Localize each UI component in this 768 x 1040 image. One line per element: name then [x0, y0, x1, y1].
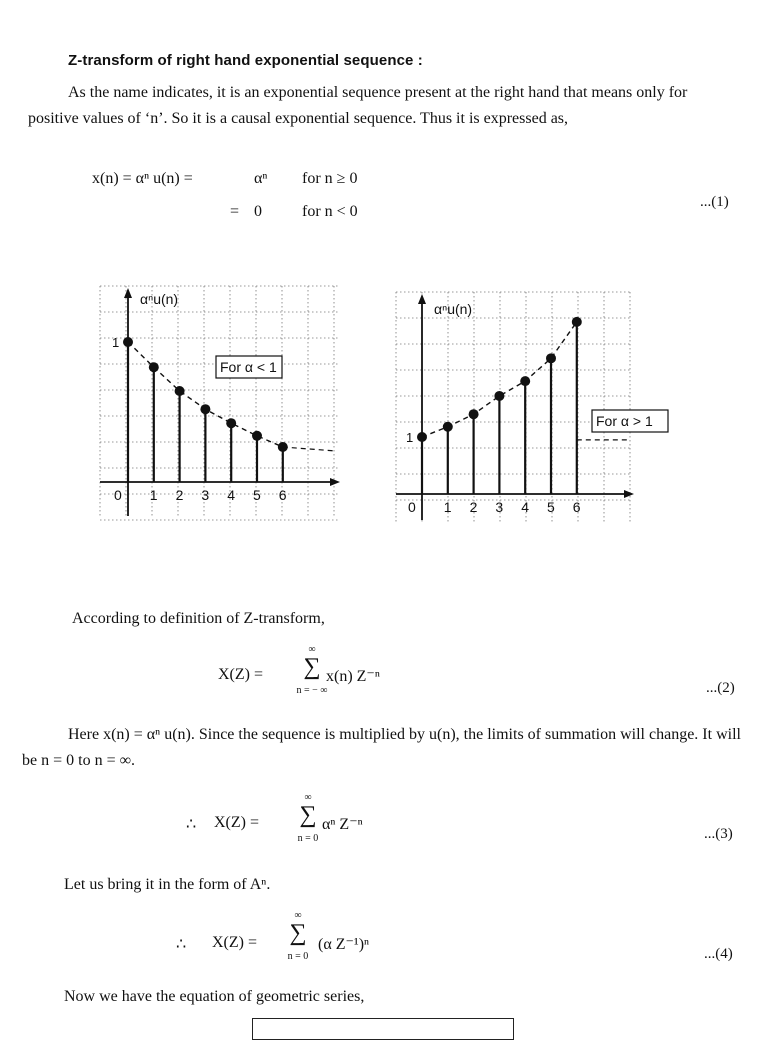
x-tick-label: 4 [521, 499, 529, 515]
x-tick-label: 6 [572, 499, 581, 515]
x-tick-label: 1 [443, 499, 452, 515]
bring-form-text: Let us bring it in the form of Aⁿ. [64, 876, 271, 893]
eq1-case2-condition: for n < 0 [302, 203, 358, 220]
eq1-number: ...(1) [700, 194, 729, 210]
stem-point [469, 409, 479, 419]
x-tick-label: 4 [227, 487, 235, 503]
tail-dashed-line [283, 447, 336, 451]
x-axis-arrow [330, 478, 340, 486]
eq1-case1-condition: for n ≥ 0 [302, 170, 358, 187]
stem-point [443, 422, 453, 432]
stem-point [226, 418, 236, 428]
stem-point [123, 337, 133, 347]
y-tick-label-one: 1 [112, 335, 120, 350]
stem-point [200, 404, 210, 414]
y-axis-label: αⁿu(n) [434, 301, 473, 317]
y-axis-arrow [418, 294, 426, 304]
eq3-sum-upper-limit: ∞ [304, 792, 312, 803]
eq2-term: x(n) Z⁻ⁿ [326, 668, 380, 685]
stem-point [278, 442, 288, 452]
stem-plot-left [96, 282, 342, 522]
y-axis-arrow [124, 288, 132, 298]
here-paragraph: Here x(n) = αⁿ u(n). Since the sequence is multiplied by u(n), the limits of summation will change. It will be n = 0 to n = ∞. [22, 726, 741, 769]
eq2-lhs: X(Z) = [218, 666, 264, 683]
geometric-series-text: Now we have the equation of geometric series, [64, 988, 365, 1005]
stem-point [494, 391, 504, 401]
eq4-summation [280, 910, 316, 962]
eq2-number: ...(2) [706, 680, 735, 696]
geometric-series-formula-box [252, 1018, 514, 1040]
x-tick-label: 3 [201, 487, 210, 503]
x-tick-label: 3 [495, 499, 504, 515]
eq3-sigma: ∑ [299, 802, 317, 828]
eq4-term: (α Z⁻¹)ⁿ [318, 936, 370, 953]
x-tick-label: 6 [278, 487, 287, 503]
eq3-term: αⁿ Z⁻ⁿ [322, 816, 363, 833]
legend-label: For α > 1 [596, 413, 653, 429]
eq4-sigma: ∑ [289, 920, 307, 946]
x-tick-label: 5 [547, 499, 555, 515]
eq3-lhs: X(Z) = [214, 814, 260, 831]
x-tick-label: 1 [149, 487, 158, 503]
legend-label: For α < 1 [220, 359, 277, 375]
eq1-case2-value: 0 [254, 203, 262, 220]
eq3-summation [290, 792, 326, 844]
eq1-eq-sign: = [230, 203, 240, 220]
stem-point [175, 386, 185, 396]
stem-point [149, 362, 159, 372]
intro-paragraph: As the name indicates, it is an exponential sequence present at the right hand that means only for positive values of ‘n’. So it is a causal exponential sequence. Thus it is expressed as, [28, 84, 688, 127]
section-heading: Z-transform of right hand exponential sequence : [68, 52, 423, 69]
figure-left [96, 282, 342, 522]
y-tick-label-one: 1 [406, 430, 414, 445]
x-axis-arrow [624, 490, 634, 498]
stem-plot-right [392, 288, 653, 526]
eq1-case1-value: αⁿ [254, 170, 268, 187]
x-tick-label: 2 [469, 499, 478, 515]
eq4-lhs: X(Z) = [212, 934, 258, 951]
x-tick-label: 2 [175, 487, 184, 503]
eq4-therefore: ∴ [176, 936, 187, 953]
eq3-therefore: ∴ [186, 816, 197, 833]
definition-text: According to definition of Z-transform, [72, 610, 325, 627]
y-axis-label: αⁿu(n) [140, 291, 179, 307]
eq3-number: ...(3) [704, 826, 733, 842]
eq2-sigma: ∑ [303, 654, 321, 680]
x-tick-label: 5 [253, 487, 261, 503]
stem-point [546, 353, 556, 363]
eq4-sum-upper-limit: ∞ [294, 910, 302, 921]
eq1-lhs: x(n) = αⁿ u(n) = [92, 170, 193, 187]
x-tick-label: 0 [408, 499, 416, 515]
stem-point [417, 432, 427, 442]
eq2-sum-lower-limit: n = − ∞ [296, 685, 328, 696]
eq4-number: ...(4) [704, 946, 733, 962]
stem-point [252, 431, 262, 441]
stem-point [520, 376, 530, 386]
eq3-sum-lower-limit: n = 0 [297, 833, 319, 844]
figure-right [392, 288, 653, 526]
eq2-sum-upper-limit: ∞ [308, 644, 316, 655]
x-tick-label: 0 [114, 487, 122, 503]
eq4-sum-lower-limit: n = 0 [287, 951, 309, 962]
stem-point [572, 317, 582, 327]
